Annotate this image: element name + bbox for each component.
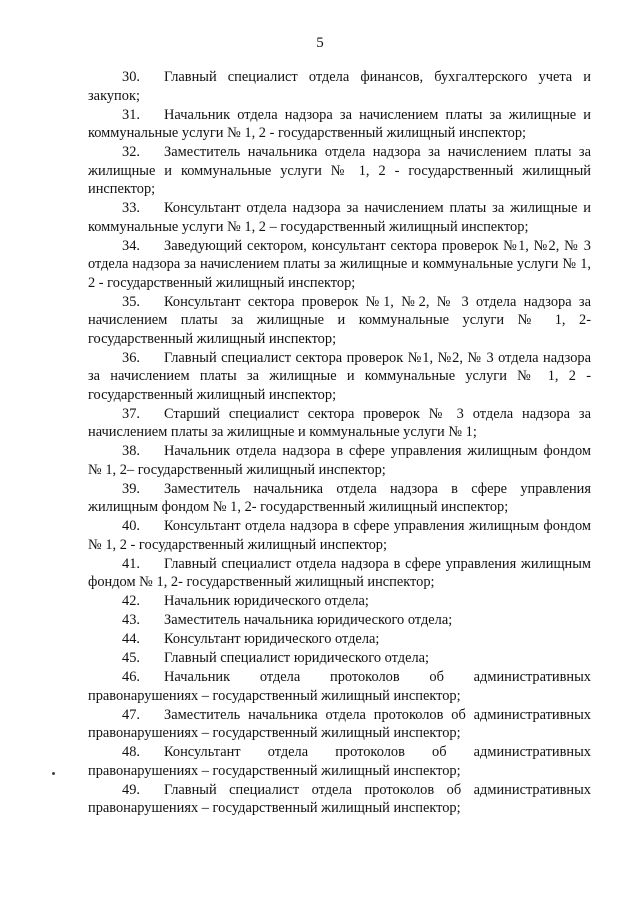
item-number: 35. [122,293,140,310]
item-number: 30. [122,69,140,85]
list-item [88,630,591,649]
item-number: 43. [122,612,140,628]
item-number: 47. [122,706,140,723]
item-text: Начальник юридического отдела; [164,593,369,609]
item-text: Главный специалист юридического отдела; [164,650,430,666]
list-item [88,442,591,479]
list-item [88,668,591,705]
item-text: Заместитель начальника отдела надзора в сфере управления жилищным фондом № 1, 2- государственный жилищный инспектор; [88,480,591,515]
item-number: 48. [122,744,140,760]
list-item [88,143,591,199]
scan-dot-mark [52,772,55,775]
item-text: Главный специалист сектора проверок №1, №2, № 3 отдела надзора за начислением платы за жилищные и коммунальные услуги № 1, 2 - государственный жилищный инспектор; [88,349,591,403]
item-number: 41. [122,555,140,572]
list-item [88,237,591,293]
list-item [88,293,591,349]
item-text: Главный специалист отдела финансов, бухгалтерского учета и закупок; [88,69,591,104]
list-item [88,781,591,818]
page-number: 5 [316,35,324,51]
item-number: 34. [122,237,140,254]
item-text: Старший специалист сектора проверок № 3 отдела надзора за начислением платы за жилищные и коммунальные услуги № 1; [88,405,591,440]
item-number: 39. [122,480,140,497]
list-item [88,555,591,592]
item-text: Заместитель начальника отдела протоколов об административных правонарушениях – государственный жилищный инспектор; [88,706,591,741]
item-text: Начальник отдела надзора в сфере управления жилищным фондом № 1, 2– государственный жилищный инспектор; [88,443,591,478]
item-text: Начальник отдела надзора за начислением платы за жилищные и коммунальные услуги № 1, 2 - государственный жилищный инспектор; [88,106,591,141]
item-text: Заместитель начальника юридического отдела; [164,612,453,628]
item-number: 46. [122,669,140,685]
item-number: 49. [122,781,140,798]
item-text: Консультант отдела надзора в сфере управления жилищным фондом № 1, 2 - государственный жилищный инспектор; [88,518,591,553]
item-number: 45. [122,650,140,666]
list-item [88,68,591,105]
item-number: 38. [122,443,140,459]
item-text: Заведующий сектором, консультант сектора проверок №1, №2, № 3 отдела надзора за начислением платы за жилищные и коммунальные услуги № 1, 2 - государственный жилищный инспектор; [88,237,591,291]
position-list [88,68,591,818]
item-text: Консультант сектора проверок №1, №2, № 3 отдела надзора за начислением платы за жилищные и коммунальные услуги № 1, 2-государственный жилищный инспектор; [88,293,591,347]
list-item [88,517,591,554]
item-number: 33. [122,200,140,216]
item-number: 40. [122,518,140,534]
list-item [88,349,591,405]
item-number: 36. [122,349,140,366]
list-item [88,743,591,780]
item-text: Консультант юридического отдела; [164,631,380,647]
item-number: 44. [122,631,140,647]
list-item [88,106,591,143]
item-text: Главный специалист отдела надзора в сфере управления жилищным фондом № 1, 2- государственный жилищный инспектор; [88,555,591,590]
item-number: 42. [122,593,140,609]
item-text: Консультант отдела протоколов об административных правонарушениях – государственный жилищный инспектор; [88,744,591,779]
item-number: 31. [122,106,140,123]
list-item [88,706,591,743]
item-text: Главный специалист отдела протоколов об административных правонарушениях – государственный жилищный инспектор; [88,781,591,816]
list-item [88,405,591,442]
list-item [88,592,591,611]
list-item [88,199,591,236]
item-number: 32. [122,144,140,160]
list-item [88,480,591,517]
item-text: Консультант отдела надзора за начислением платы за жилищные и коммунальные услуги № 1, 2 – государственный жилищный инспектор; [88,200,591,235]
item-text: Начальник отдела протоколов об административных правонарушениях – государственный жилищный инспектор; [88,669,591,704]
item-number: 37. [122,405,140,422]
item-text: Заместитель начальника отдела надзора за начислением платы за жилищные и коммунальные услуги № 1, 2 - государственный жилищный инспектор; [88,144,591,197]
list-item [88,611,591,630]
list-item [88,649,591,668]
